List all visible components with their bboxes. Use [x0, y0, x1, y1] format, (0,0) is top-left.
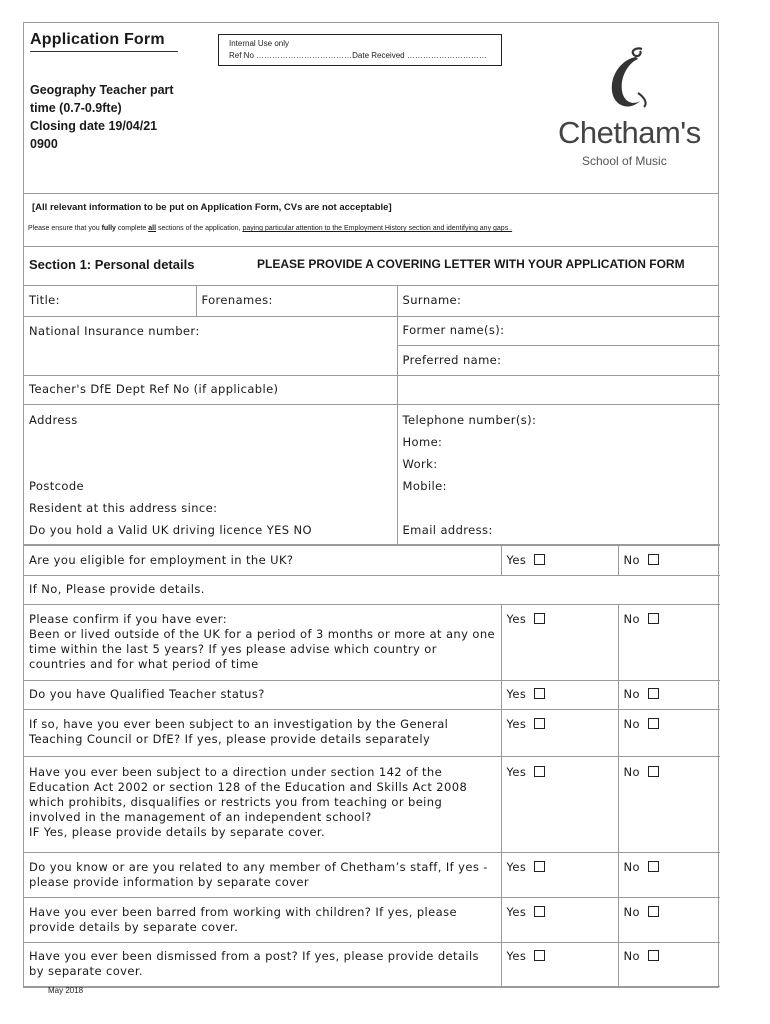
- no-label: No: [623, 904, 640, 919]
- yes-label: Yes: [506, 948, 527, 963]
- yes-checkbox[interactable]: [534, 950, 545, 961]
- no-label: No: [623, 611, 640, 626]
- instruction-text: Please ensure that you: [28, 225, 102, 232]
- yes-option[interactable]: [501, 604, 618, 680]
- dfe-ref-field[interactable]: Teacher's DfE Dept Ref No (if applicable): [24, 375, 397, 404]
- logo-name: Chetham's: [558, 115, 701, 150]
- question-text: Have you ever been dismissed from a post? If yes, please provide details by separate cover.: [24, 942, 501, 986]
- no-label: No: [623, 764, 640, 779]
- title-field[interactable]: Title:: [24, 286, 196, 316]
- no-option[interactable]: [618, 680, 720, 709]
- blank-line: [403, 497, 716, 519]
- telephone-block[interactable]: [397, 404, 720, 544]
- question-text: Do you know or are you related to any member of Chetham’s staff, If yes - please provide information by separate cover: [24, 852, 501, 897]
- yes-label: Yes: [506, 764, 527, 779]
- footer-date: May 2018: [48, 986, 84, 995]
- no-checkbox[interactable]: [648, 950, 659, 961]
- former-names-field[interactable]: Former name(s):: [397, 316, 720, 345]
- form-frame: [23, 22, 719, 988]
- no-checkbox[interactable]: [648, 861, 659, 872]
- yes-label: Yes: [506, 687, 527, 701]
- yes-option[interactable]: [501, 756, 618, 852]
- job-details: [30, 81, 230, 153]
- yes-checkbox[interactable]: [534, 688, 545, 699]
- address-block[interactable]: [24, 404, 397, 544]
- form-title: Application Form: [30, 31, 165, 48]
- no-option[interactable]: [618, 852, 720, 897]
- job-title-line2: time (0.7-0.9fte): [30, 101, 122, 115]
- no-checkbox[interactable]: [648, 766, 659, 777]
- instruction-text: sections of the application,: [156, 225, 243, 232]
- yes-option[interactable]: [501, 852, 618, 897]
- email-label: Email address:: [402, 522, 493, 537]
- yes-option[interactable]: [501, 942, 618, 986]
- question-text: Have you ever been subject to a direction under section 142 of the Education Act 2002 or section 128 of the Education and Skills Act 2008 which prohibits, disqualifies or restricts you from teaching or being involved in the management of an independent school? IF Yes, please provide details by separate cover.: [24, 756, 501, 852]
- no-label: No: [623, 859, 640, 874]
- application-form-page: [23, 22, 719, 1006]
- title-underline: [30, 51, 178, 52]
- surname-field[interactable]: Surname:: [397, 286, 720, 316]
- closing-date: Closing date 19/04/21: [30, 119, 158, 133]
- yes-label: Yes: [506, 716, 527, 731]
- no-label: No: [623, 687, 640, 701]
- internal-use-label: Internal Use only: [229, 39, 290, 48]
- no-checkbox[interactable]: [648, 688, 659, 699]
- mobile-label: Mobile:: [402, 478, 447, 493]
- forenames-field[interactable]: Forenames:: [196, 286, 397, 316]
- yes-option[interactable]: [501, 680, 618, 709]
- yes-label: Yes: [506, 904, 527, 919]
- yes-option[interactable]: [501, 545, 618, 575]
- no-label: No: [623, 716, 640, 731]
- address-line: [29, 431, 392, 453]
- no-checkbox[interactable]: [648, 613, 659, 624]
- instruction-bold-underline: all: [148, 225, 157, 232]
- dfe-ref-value[interactable]: [397, 375, 720, 404]
- job-title-line1: Geography Teacher part: [30, 83, 174, 97]
- logo-subtitle: School of Music: [582, 154, 667, 168]
- no-option[interactable]: [618, 942, 720, 986]
- driving-licence-label: Do you hold a Valid UK driving licence YES NO: [29, 522, 312, 537]
- instruction-bold: fully: [101, 225, 116, 232]
- instructions: [24, 194, 718, 247]
- telephone-label: Telephone number(s):: [402, 412, 537, 427]
- no-option[interactable]: [618, 545, 720, 575]
- no-checkbox[interactable]: [648, 718, 659, 729]
- closing-time: 0900: [30, 137, 58, 151]
- address-label: Address: [29, 412, 78, 427]
- yes-label: Yes: [506, 611, 527, 626]
- resident-since-label: Resident at this address since:: [29, 500, 218, 515]
- if-no-details-field[interactable]: If No, Please provide details.: [24, 575, 720, 604]
- yes-option[interactable]: [501, 709, 618, 756]
- yes-option[interactable]: [501, 897, 618, 942]
- yes-checkbox[interactable]: [534, 906, 545, 917]
- question-text: Please confirm if you have ever: Been or lived outside of the UK for a period of 3 months or more at any one time within the last 5 years? If yes please advise which country or countries and for what period of time: [24, 604, 501, 680]
- no-checkbox[interactable]: [648, 554, 659, 565]
- instruction-text: complete: [115, 225, 149, 232]
- no-label: No: [623, 552, 640, 567]
- work-phone-label: Work:: [402, 456, 438, 471]
- no-option[interactable]: [618, 604, 720, 680]
- instruction-line-1: [All relevant information to be put on Application Form, CVs are not acceptable]: [32, 202, 392, 213]
- question-text: Do you have Qualified Teacher status?: [24, 680, 501, 709]
- yes-label: Yes: [506, 552, 527, 567]
- eligibility-questions-table: [24, 545, 720, 987]
- instruction-line-2: [28, 225, 512, 232]
- section-heading: [24, 247, 718, 286]
- form-header: [24, 23, 718, 194]
- yes-checkbox[interactable]: [534, 554, 545, 565]
- yes-checkbox[interactable]: [534, 861, 545, 872]
- covering-letter-note: PLEASE PROVIDE A COVERING LETTER WITH YOUR APPLICATION FORM: [257, 257, 685, 271]
- ni-number-field[interactable]: National Insurance number:: [24, 316, 397, 375]
- question-text: Are you eligible for employment in the UK?: [24, 545, 501, 575]
- ref-date-received-line: Ref No ………………………………Date Received …………………………: [229, 51, 487, 60]
- yes-checkbox[interactable]: [534, 766, 545, 777]
- home-phone-label: Home:: [402, 434, 443, 449]
- personal-details-table: [24, 286, 720, 545]
- school-logo: [554, 43, 714, 183]
- yes-label: Yes: [506, 859, 527, 874]
- no-option[interactable]: [618, 709, 720, 756]
- section-title: Section 1: Personal details: [29, 257, 195, 272]
- yes-checkbox[interactable]: [534, 718, 545, 729]
- yes-checkbox[interactable]: [534, 613, 545, 624]
- instruction-underline: paying particular attention to the Employment History section and identifying any gaps .: [242, 225, 513, 232]
- internal-use-box: [218, 34, 502, 66]
- address-line: [29, 453, 392, 475]
- logo-mark-icon: [600, 45, 660, 117]
- no-option[interactable]: [618, 756, 720, 852]
- postcode-label: Postcode: [29, 478, 84, 493]
- no-checkbox[interactable]: [648, 906, 659, 917]
- no-label: No: [623, 948, 640, 963]
- question-text: If so, have you ever been subject to an investigation by the General Teaching Council or DfE? If yes, please provide details separately: [24, 709, 501, 756]
- no-option[interactable]: [618, 897, 720, 942]
- preferred-name-field[interactable]: Preferred name:: [397, 345, 720, 375]
- question-text: Have you ever been barred from working with children? If yes, please provide details by separate cover.: [24, 897, 501, 942]
